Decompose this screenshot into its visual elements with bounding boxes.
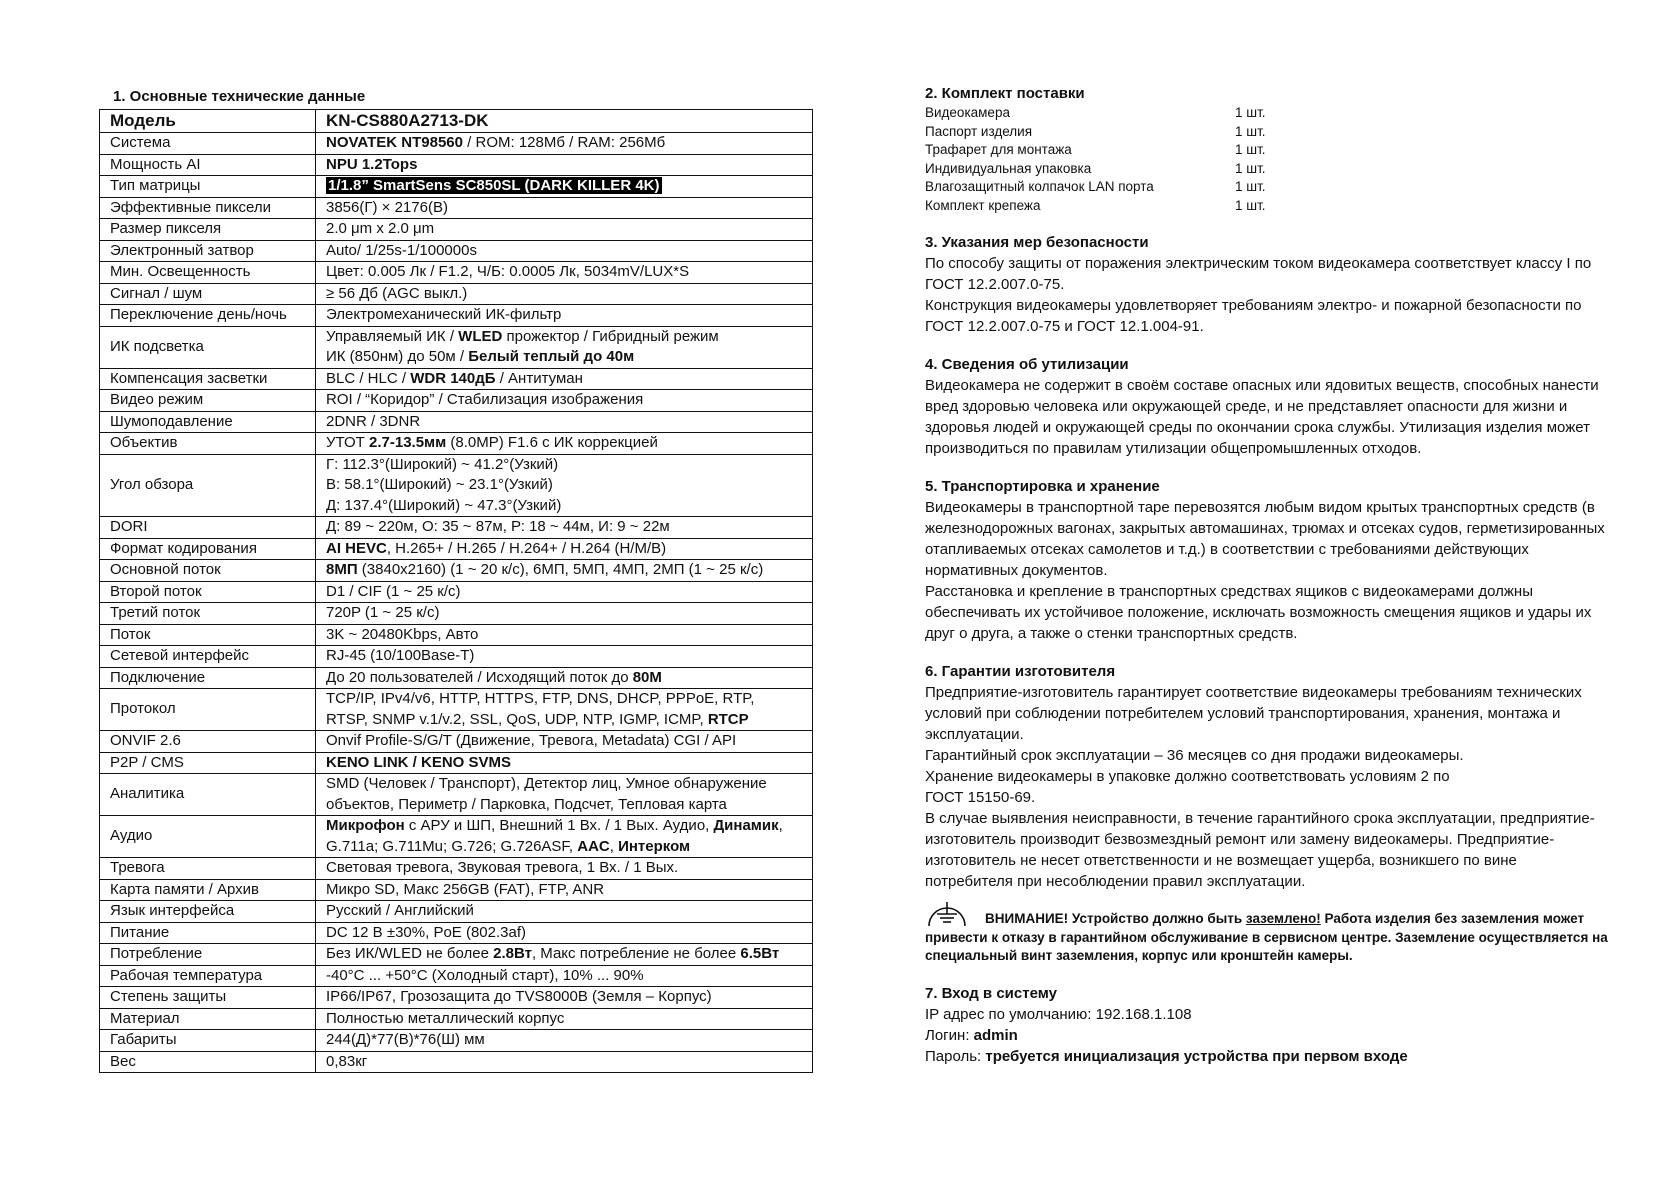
spec-key: Карта памяти / Архив	[100, 879, 316, 901]
spec-row	[100, 154, 813, 176]
warranty-section	[925, 662, 1625, 892]
warranty-text	[925, 682, 1625, 892]
kit-item: Паспорт изделия 1 шт.	[925, 123, 1266, 139]
spec-value: 2DNR / 3DNR	[316, 411, 813, 433]
kit-section	[925, 84, 1625, 215]
text-line: вред здоровью человека или окружающей среде, и не представляет опасности для жизни и	[925, 398, 1568, 415]
spec-key: Система	[100, 133, 316, 155]
spec-value: 3856(Г) × 2176(В)	[316, 197, 813, 219]
transport-section	[925, 477, 1625, 644]
spec-value: Auto/ 1/25s-1/100000s	[316, 240, 813, 262]
spec-value: До 20 пользователей / Исходящий поток до 80M	[316, 667, 813, 689]
spec-key: Шумоподавление	[100, 411, 316, 433]
spec-row	[100, 752, 813, 774]
spec-value: Микро SD, Макс 256GB (FAT), FTP, ANR	[316, 879, 813, 901]
spec-value: Цвет: 0.005 Лк / F1.2, Ч/Б: 0.0005 Лк, 5034mV/LUX*S	[316, 262, 813, 284]
spec-key: Подключение	[100, 667, 316, 689]
spec-value: УТОТ 2.7-13.5мм (8.0MP) F1.6 с ИК коррекцией	[316, 433, 813, 455]
spec-value: IP66/IP67, Грозозащита до TVS8000В (Земля – Корпус)	[316, 987, 813, 1009]
kit-item: Влагозащитный колпачок LAN порта 1 шт.	[925, 179, 1266, 194]
text-line: эксплуатации.	[925, 726, 1024, 743]
spec-row	[100, 262, 813, 284]
spec-key: Аудио	[100, 816, 316, 858]
spec-row	[100, 1030, 813, 1052]
safety-title: 3. Указания мер безопасности	[925, 234, 1149, 251]
spec-key: ONVIF 2.6	[100, 731, 316, 753]
text-line: Расстановка и крепление в транспортных средствах ящиков с видеокамерами должны	[925, 583, 1533, 600]
text-line: нормативных документов.	[925, 562, 1108, 579]
kit-item: Трафарет для монтажа 1 шт.	[925, 142, 1266, 157]
spec-value: 720P (1 ~ 25 к/с)	[316, 603, 813, 625]
kit-item: Индивидуальная упаковка 1 шт.	[925, 160, 1266, 176]
spec-row	[100, 689, 813, 731]
spec-key: Электронный затвор	[100, 240, 316, 262]
spec-row	[100, 197, 813, 219]
text-line: Гарантийный срок эксплуатации – 36 месяцев со дня продажи видеокамеры.	[925, 747, 1464, 764]
text-line: изготовитель не несет ответственности и не возмещает ущерба, возникшего по вине	[925, 852, 1517, 869]
spec-key: Размер пикселя	[100, 219, 316, 241]
spec-value: ≥ 56 Дб (AGC выкл.)	[316, 283, 813, 305]
password-line: Пароль: требуется инициализация устройства при первом входе	[925, 1047, 1408, 1065]
spec-table	[99, 109, 813, 1073]
spec-value: KN-CS880A2713-DK	[316, 110, 813, 133]
login-section	[925, 984, 1625, 1067]
spec-value: Управляемый ИК / WLED прожектор / Гибридный режим ИК (850нм) до 50м / Белый теплый до 40м	[316, 326, 813, 368]
spec-key: Материал	[100, 1008, 316, 1030]
transport-text	[925, 497, 1625, 644]
spec-row	[100, 581, 813, 603]
spec-value: Без ИК/WLED не более 2.8Вт, Макс потребление не более 6.5Вт	[316, 944, 813, 966]
ground-icon	[925, 896, 969, 930]
spec-row	[100, 901, 813, 923]
spec-key: Видео режим	[100, 390, 316, 412]
spec-value: AI HEVC, H.265+ / H.265 / H.264+ / H.264 (H/M/B)	[316, 538, 813, 560]
spec-key: Модель	[100, 110, 316, 133]
spec-row	[100, 538, 813, 560]
text-line: ГОСТ 15150-69.	[925, 789, 1036, 806]
spec-row	[100, 110, 813, 133]
spec-row	[100, 560, 813, 582]
spec-value: 8МП (3840x2160) (1 ~ 20 к/с), 6МП, 5МП, 4МП, 2МП (1 ~ 25 к/с)	[316, 560, 813, 582]
left-column	[99, 84, 813, 1073]
ip-line: IP адрес по умолчанию: 192.168.1.108	[925, 1005, 1192, 1023]
text-line: Видеокамеры в транспортной таре перевозятся любым видом крытых транспортных средств (в	[925, 499, 1595, 516]
spec-key: Габариты	[100, 1030, 316, 1052]
spec-row	[100, 816, 813, 858]
text-line: железнодорожных вагонах, закрытых автомашинах, трюмах и отсеках судов, герметизированных	[925, 520, 1605, 537]
spec-row	[100, 219, 813, 241]
spec-value: Г: 112.3°(Широкий) ~ 41.2°(Узкий) В: 58.1°(Широкий) ~ 23.1°(Узкий) Д: 137.4°(Широкий) ~ 47.3°(Узкий)	[316, 454, 813, 517]
spec-value: Onvif Profile-S/G/T (Движение, Тревога, Metadata) CGI / API	[316, 731, 813, 753]
spec-row	[100, 454, 813, 517]
text-line: Конструкция видеокамеры удовлетворяет требованиям электро- и пожарной безопасности по	[925, 297, 1582, 314]
text-line: здоровья людей и окружающей среды по окончании срока службы. Утилизация изделия может	[925, 419, 1590, 436]
kit-item: Видеокамера 1 шт.	[925, 105, 1266, 120]
spec-row	[100, 433, 813, 455]
spec-value: TCP/IP, IPv4/v6, HTTP, HTTPS, FTP, DNS, DHCP, PPPoE, RTP, RTSP, SNMP v.1/v.2, SSL, QoS, UDP, NTP, IGMP, ICMP, RTCP	[316, 689, 813, 731]
spec-row	[100, 879, 813, 901]
spec-value: SMD (Человек / Транспорт), Детектор лиц, Умное обнаружение объектов, Периметр / Парковка, Подсчет, Тепловая карта	[316, 774, 813, 816]
login-title: 7. Вход в систему	[925, 984, 1057, 1002]
right-column	[925, 84, 1625, 1085]
spec-row	[100, 965, 813, 987]
warning-text: ВНИМАНИЕ! Устройство должно быть заземлено! Работа изделия без заземления может привести к отказу в гарантийном обслуживание в сервисном центре. Заземление осуществляется на специальный винт заземления, корпус или кронштейн камеры.	[925, 911, 1608, 963]
spec-row	[100, 646, 813, 668]
spec-value: Д: 89 ~ 220м, О: 35 ~ 87м, Р: 18 ~ 44м, И: 9 ~ 22м	[316, 517, 813, 539]
kit-list	[925, 104, 1625, 215]
spec-row	[100, 411, 813, 433]
spec-key: Мощность AI	[100, 154, 316, 176]
text-line: Предприятие-изготовитель гарантирует соответствие видеокамеры требованиям технических	[925, 684, 1582, 701]
text-line: ГОСТ 12.2.007.0-75.	[925, 276, 1065, 293]
kit-title: 2. Комплект поставки	[925, 85, 1085, 102]
spec-key: Второй поток	[100, 581, 316, 603]
text-line: Видеокамера не содержит в своём составе опасных или ядовитых веществ, способных нанести	[925, 377, 1599, 394]
spec-value: 2.0 μm x 2.0 μm	[316, 219, 813, 241]
spec-row	[100, 987, 813, 1009]
spec-row	[100, 1008, 813, 1030]
spec-row	[100, 858, 813, 880]
disposal-title: 4. Сведения об утилизации	[925, 356, 1129, 373]
spec-value: Русский / Английский	[316, 901, 813, 923]
spec-key: Тревога	[100, 858, 316, 880]
spec-key: Степень защиты	[100, 987, 316, 1009]
kit-item: Комплект крепежа 1 шт.	[925, 197, 1266, 213]
spec-value: D1 / CIF (1 ~ 25 к/с)	[316, 581, 813, 603]
spec-value: -40°C ... +50°C (Холодный старт), 10% ... 90%	[316, 965, 813, 987]
spec-key: Объектив	[100, 433, 316, 455]
text-line: Хранение видеокамеры в упаковке должно соответствовать условиям 2 по	[925, 768, 1450, 785]
spec-title: 1. Основные технические данные	[113, 88, 366, 105]
spec-row	[100, 283, 813, 305]
spec-row	[100, 240, 813, 262]
spec-row	[100, 176, 813, 198]
spec-row	[100, 390, 813, 412]
spec-row	[100, 133, 813, 155]
warning-block	[925, 902, 1625, 966]
warranty-title: 6. Гарантии изготовителя	[925, 663, 1116, 680]
spec-value: ROI / “Коридор” / Стабилизация изображения	[316, 390, 813, 412]
spec-row	[100, 731, 813, 753]
login-line: Логин: admin	[925, 1026, 1018, 1044]
spec-value: Полностью металлический корпус	[316, 1008, 813, 1030]
text-line: производиться по правилам утилизации общепромышленных отходов.	[925, 440, 1422, 457]
spec-key: Вес	[100, 1051, 316, 1073]
spec-row	[100, 774, 813, 816]
spec-row	[100, 1051, 813, 1073]
text-line: отапливаемых отсеках самолетов и т.д.) в соответствии с требованиями действующих	[925, 541, 1529, 558]
spec-key: Питание	[100, 922, 316, 944]
text-line: ГОСТ 12.2.007.0-75 и ГОСТ 12.1.004-91.	[925, 318, 1204, 335]
spec-value: Световая тревога, Звуковая тревога, 1 Вх. / 1 Вых.	[316, 858, 813, 880]
spec-key: Основной поток	[100, 560, 316, 582]
spec-value: Микрофон с АРУ и ШП, Внешний 1 Вх. / 1 Вых. Аудио, Динамик, G.711a; G.711Mu; G.726; G.726ASF, AAC, Интерком	[316, 816, 813, 858]
spec-value: Электромеханический ИК-фильтр	[316, 305, 813, 327]
spec-value: NOVATEK NT98560 / ROM: 128Мб / RAM: 256Мб	[316, 133, 813, 155]
spec-key: Тип матрицы	[100, 176, 316, 198]
spec-row	[100, 368, 813, 390]
spec-key: Компенсация засветки	[100, 368, 316, 390]
safety-section	[925, 233, 1625, 337]
spec-value: 0,83кг	[316, 1051, 813, 1073]
text-line: По способу защиты от поражения электрическим током видеокамера соответствует классу I по	[925, 255, 1592, 272]
spec-key: Аналитика	[100, 774, 316, 816]
spec-value: NPU 1.2Tops	[316, 154, 813, 176]
spec-key: Поток	[100, 624, 316, 646]
spec-row	[100, 326, 813, 368]
spec-row	[100, 603, 813, 625]
spec-row	[100, 624, 813, 646]
spec-key: Потребление	[100, 944, 316, 966]
spec-key: Угол обзора	[100, 454, 316, 517]
spec-row	[100, 944, 813, 966]
disposal-section	[925, 355, 1625, 459]
text-line: друг о друга, а также о стенки транспортных средств.	[925, 625, 1298, 642]
disposal-text	[925, 375, 1625, 459]
spec-row	[100, 517, 813, 539]
spec-key: Язык интерфейса	[100, 901, 316, 923]
text-line: В случае выявления неисправности, в течение гарантийного срока эксплуатации, предприятие-	[925, 810, 1595, 827]
spec-value: BLC / HLC / WDR 140дБ / Антитуман	[316, 368, 813, 390]
text-line: изготовитель производит безвозмездный ремонт или замену видеокамеры. Предприятие-	[925, 831, 1555, 848]
spec-key: Переключение день/ночь	[100, 305, 316, 327]
spec-value: DC 12 В ±30%, PoE (802.3af)	[316, 922, 813, 944]
spec-key: Рабочая температура	[100, 965, 316, 987]
spec-key: DORI	[100, 517, 316, 539]
spec-value: 3K ~ 20480Kbps, Авто	[316, 624, 813, 646]
spec-value: KENO LINK / KENO SVMS	[316, 752, 813, 774]
spec-value: 1/1.8” SmartSens SC850SL (DARK KILLER 4K)	[316, 176, 813, 198]
safety-text	[925, 253, 1625, 337]
spec-key: Эффективные пиксели	[100, 197, 316, 219]
transport-title: 5. Транспортировка и хранение	[925, 478, 1160, 495]
text-line: обеспечивать их устойчивое положение, исключать возможность смещения ящиков и удары их	[925, 604, 1592, 621]
spec-key: Формат кодирования	[100, 538, 316, 560]
spec-row	[100, 667, 813, 689]
spec-key: Протокол	[100, 689, 316, 731]
spec-key: Третий поток	[100, 603, 316, 625]
text-line: условий при соблюдении потребителем условий транспортирования, хранения, монтажа и	[925, 705, 1561, 722]
spec-row	[100, 305, 813, 327]
spec-key: Мин. Освещенность	[100, 262, 316, 284]
spec-key: ИК подсветка	[100, 326, 316, 368]
spec-value: 244(Д)*77(В)*76(Ш) мм	[316, 1030, 813, 1052]
spec-key: Сетевой интерфейс	[100, 646, 316, 668]
spec-row	[100, 922, 813, 944]
spec-key: Сигнал / шум	[100, 283, 316, 305]
spec-value: RJ-45 (10/100Base-T)	[316, 646, 813, 668]
text-line: потребителя при несоблюдении правил эксплуатации.	[925, 873, 1306, 890]
spec-key: P2P / CMS	[100, 752, 316, 774]
